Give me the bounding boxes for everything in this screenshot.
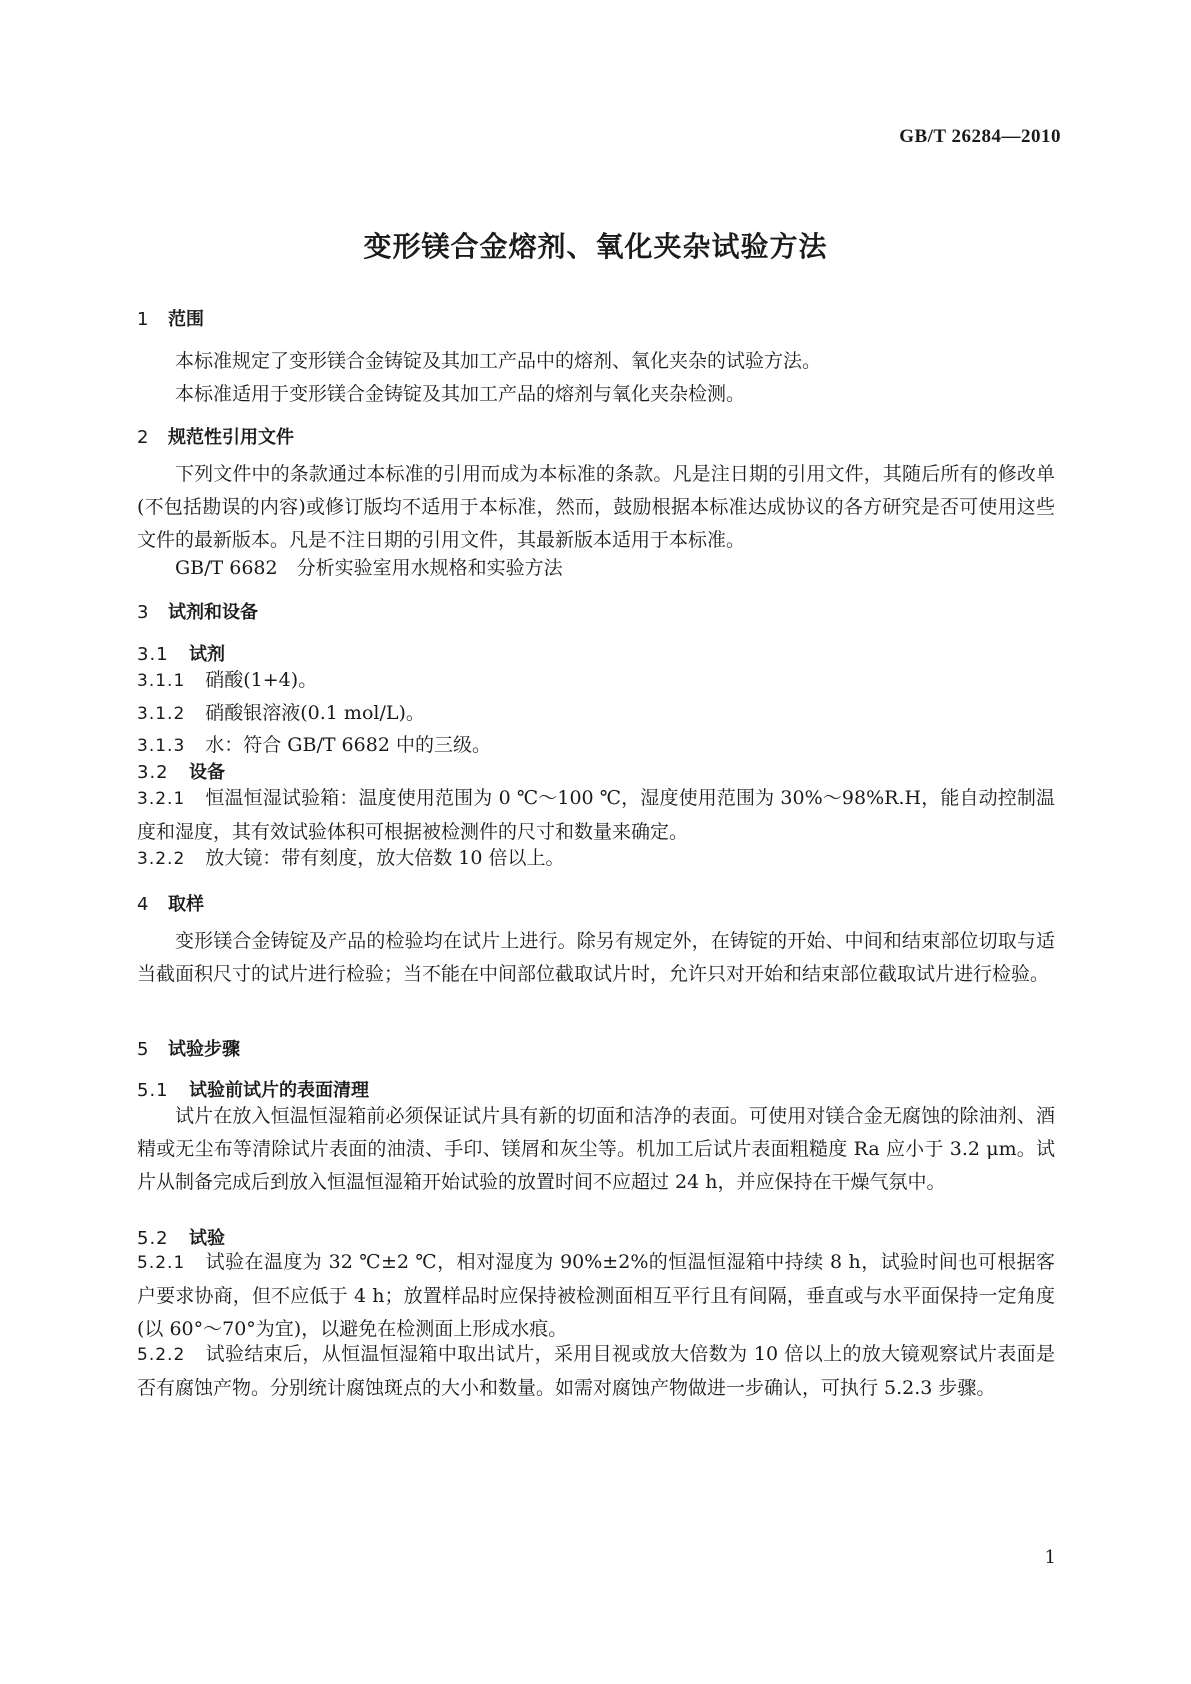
clause-text: 硝酸银溶液(0.1 mol/L)。 [205, 702, 425, 724]
page-number: 1 [1044, 1547, 1056, 1568]
clause-5-2-1 [137, 1246, 1055, 1346]
clause-number: 3.2.2 [137, 849, 186, 869]
clause-text: 放大镜：带有刻度，放大倍数 10 倍以上。 [205, 847, 565, 869]
section-title: 取样 [168, 894, 204, 915]
paragraph: 本标准规定了变形镁合金铸锭及其加工产品中的熔剂、氧化夹杂的试验方法。 [175, 350, 822, 372]
clause-number: 5.2.2 [137, 1345, 186, 1365]
subsection-title: 设备 [189, 762, 225, 783]
section-4-heading [137, 890, 204, 916]
subsection-5-1-heading [137, 1076, 369, 1102]
subsection-number: 5.2 [137, 1228, 169, 1249]
section-title: 试剂和设备 [168, 602, 258, 623]
section-title: 范围 [168, 309, 204, 330]
clause-number: 3.1.3 [137, 736, 186, 756]
clause-text: 试验结束后，从恒温恒湿箱中取出试片，采用目视或放大倍数为 10 倍以上的放大镜观察试片表面是否有腐蚀产物。分别统计腐蚀斑点的大小和数量。如需对腐蚀产物做进一步确认，可执行 5.2.3 步骤。 [137, 1343, 1055, 1399]
clause-number: 3.2.1 [137, 789, 186, 809]
clause-3-1-3 [137, 729, 1055, 763]
clause-number: 5.2.1 [137, 1253, 186, 1273]
section-3-heading [137, 598, 258, 624]
subsection-number: 5.1 [137, 1080, 169, 1101]
section-number: 1 [137, 309, 149, 330]
section-title: 规范性引用文件 [168, 427, 294, 448]
standard-code: GB/T 26284—2010 [899, 126, 1061, 147]
subsection-3-1-heading [137, 640, 225, 666]
section-number: 2 [137, 427, 149, 448]
subsection-title: 试验 [189, 1228, 225, 1249]
paragraph: 本标准适用于变形镁合金铸锭及其加工产品的熔剂与氧化夹杂检测。 [175, 383, 746, 405]
clause-text: 恒温恒湿试验箱：温度使用范围为 0 ℃～100 ℃，湿度使用范围为 30%～98%R.H，能自动控制温度和湿度，其有效试验体积可根据被检测件的尺寸和数量来确定。 [137, 787, 1055, 843]
paragraph: 试片在放入恒温恒湿箱前必须保证试片具有新的切面和洁净的表面。可使用对镁合金无腐蚀的除油剂、酒精或无尘布等清除试片表面的油渍、手印、镁屑和灰尘等。机加工后试片表面粗糙度 Ra 应小于 3.2 μm。试片从制备完成后到放入恒温恒湿箱开始试验的放置时间不应超过 24 h，并应保持在干燥气氛中。 [137, 1105, 1055, 1193]
section-5-heading [137, 1035, 240, 1061]
normative-reference: GB/T 6682 分析实验室用水规格和实验方法 [175, 557, 563, 579]
clause-5-2-2 [137, 1338, 1055, 1405]
paragraph: 变形镁合金铸锭及产品的检验均在试片上进行。除另有规定外，在铸锭的开始、中间和结束部位切取与适当截面积尺寸的试片进行检验；当不能在中间部位截取试片时，允许只对开始和结束部位截取试片进行检验。 [137, 930, 1055, 985]
subsection-number: 3.1 [137, 644, 169, 665]
subsection-title: 试验前试片的表面清理 [189, 1080, 369, 1101]
clause-text: 水：符合 GB/T 6682 中的三级。 [205, 734, 491, 756]
subsection-title: 试剂 [189, 644, 225, 665]
clause-text: 试验在温度为 32 ℃±2 ℃，相对湿度为 90%±2%的恒温恒湿箱中持续 8 h，试验时间也可根据客户要求协商，但不应低于 4 h；放置样品时应保持被检测面相互平行且有间隔，垂直或与水平面保持一定角度(以 60°～70°为宜)，以避免在检测面上形成水痕。 [137, 1251, 1055, 1340]
clause-text: 硝酸(1+4)。 [205, 669, 318, 691]
section-number: 3 [137, 602, 149, 623]
subsection-3-2-heading [137, 758, 225, 784]
clause-number: 3.1.2 [137, 704, 186, 724]
clause-number: 3.1.1 [137, 671, 186, 691]
section-title: 试验步骤 [168, 1039, 240, 1060]
section-1-heading [137, 305, 204, 331]
section-number: 5 [137, 1039, 149, 1060]
section-number: 4 [137, 894, 149, 915]
clause-3-2-2 [137, 842, 1055, 876]
document-title: 变形镁合金熔剂、氧化夹杂试验方法 [363, 230, 828, 263]
paragraph: 下列文件中的条款通过本标准的引用而成为本标准的条款。凡是注日期的引用文件，其随后所有的修改单(不包括勘误的内容)或修订版均不适用于本标准，然而，鼓励根据本标准达成协议的各方研究是否可使用这些文件的最新版本。凡是不注日期的引用文件，其最新版本适用于本标准。 [137, 463, 1055, 551]
clause-3-1-1 [137, 664, 1055, 698]
clause-3-2-1 [137, 782, 1055, 849]
clause-3-1-2 [137, 697, 1055, 731]
subsection-number: 3.2 [137, 762, 169, 783]
section-2-heading [137, 423, 294, 449]
